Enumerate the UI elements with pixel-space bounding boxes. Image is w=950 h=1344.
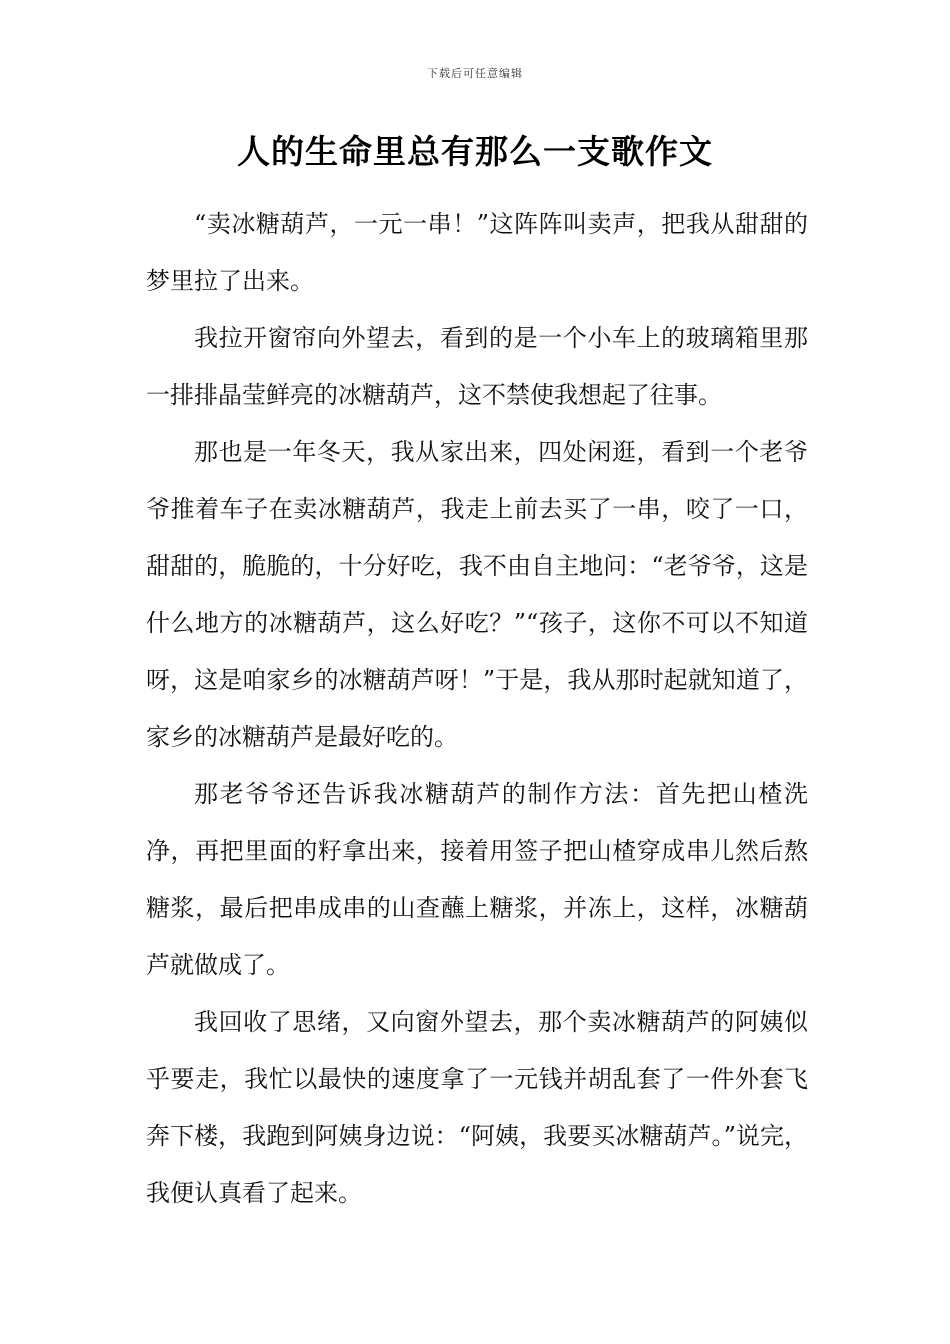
document-body — [146, 196, 808, 1222]
paragraph-2: 我拉开窗帘向外望去，看到的是一个小车上的玻璃箱里那一排排晶莹鲜亮的冰糖葫芦，这不禁使我想起了往事。 — [146, 324, 808, 409]
paragraph-1: “卖冰糖葫芦，一元一串！”这阵阵叫卖声，把我从甜甜的梦里拉了出来。 — [146, 210, 808, 295]
header-note: 下载后可任意编辑 — [427, 67, 523, 80]
paragraph-3: 那也是一年冬天，我从家出来，四处闲逛，看到一个老爷爷推着车子在卖冰糖葫芦，我走上前去买了一串，咬了一口，甜甜的，脆脆的，十分好吃，我不由自主地问：“老爷爷，这是什么地方的冰糖葫芦，这么好吃？”“孩子，这你不可以不知道呀，这是咱家乡的冰糖葫芦呀！”于是，我从那时起就知道了，家乡的冰糖葫芦是最好吃的。 — [146, 438, 808, 751]
document-title: 人的生命里总有那么一支歌作文 — [237, 132, 713, 171]
paragraph-5: 我回收了思绪，又向窗外望去，那个卖冰糖葫芦的阿姨似乎要走，我忙以最快的速度拿了一元钱并胡乱套了一件外套飞奔下楼，我跑到阿姨身边说：“阿姨，我要买冰糖葫芦。”说完，我便认真看了起来。 — [146, 1008, 808, 1207]
paragraph-4: 那老爷爷还告诉我冰糖葫芦的制作方法：首先把山楂洗净，再把里面的籽拿出来，接着用签子把山楂穿成串儿然后熬糖浆，最后把串成串的山查蘸上糖浆，并冻上，这样，冰糖葫芦就做成了。 — [146, 780, 808, 979]
